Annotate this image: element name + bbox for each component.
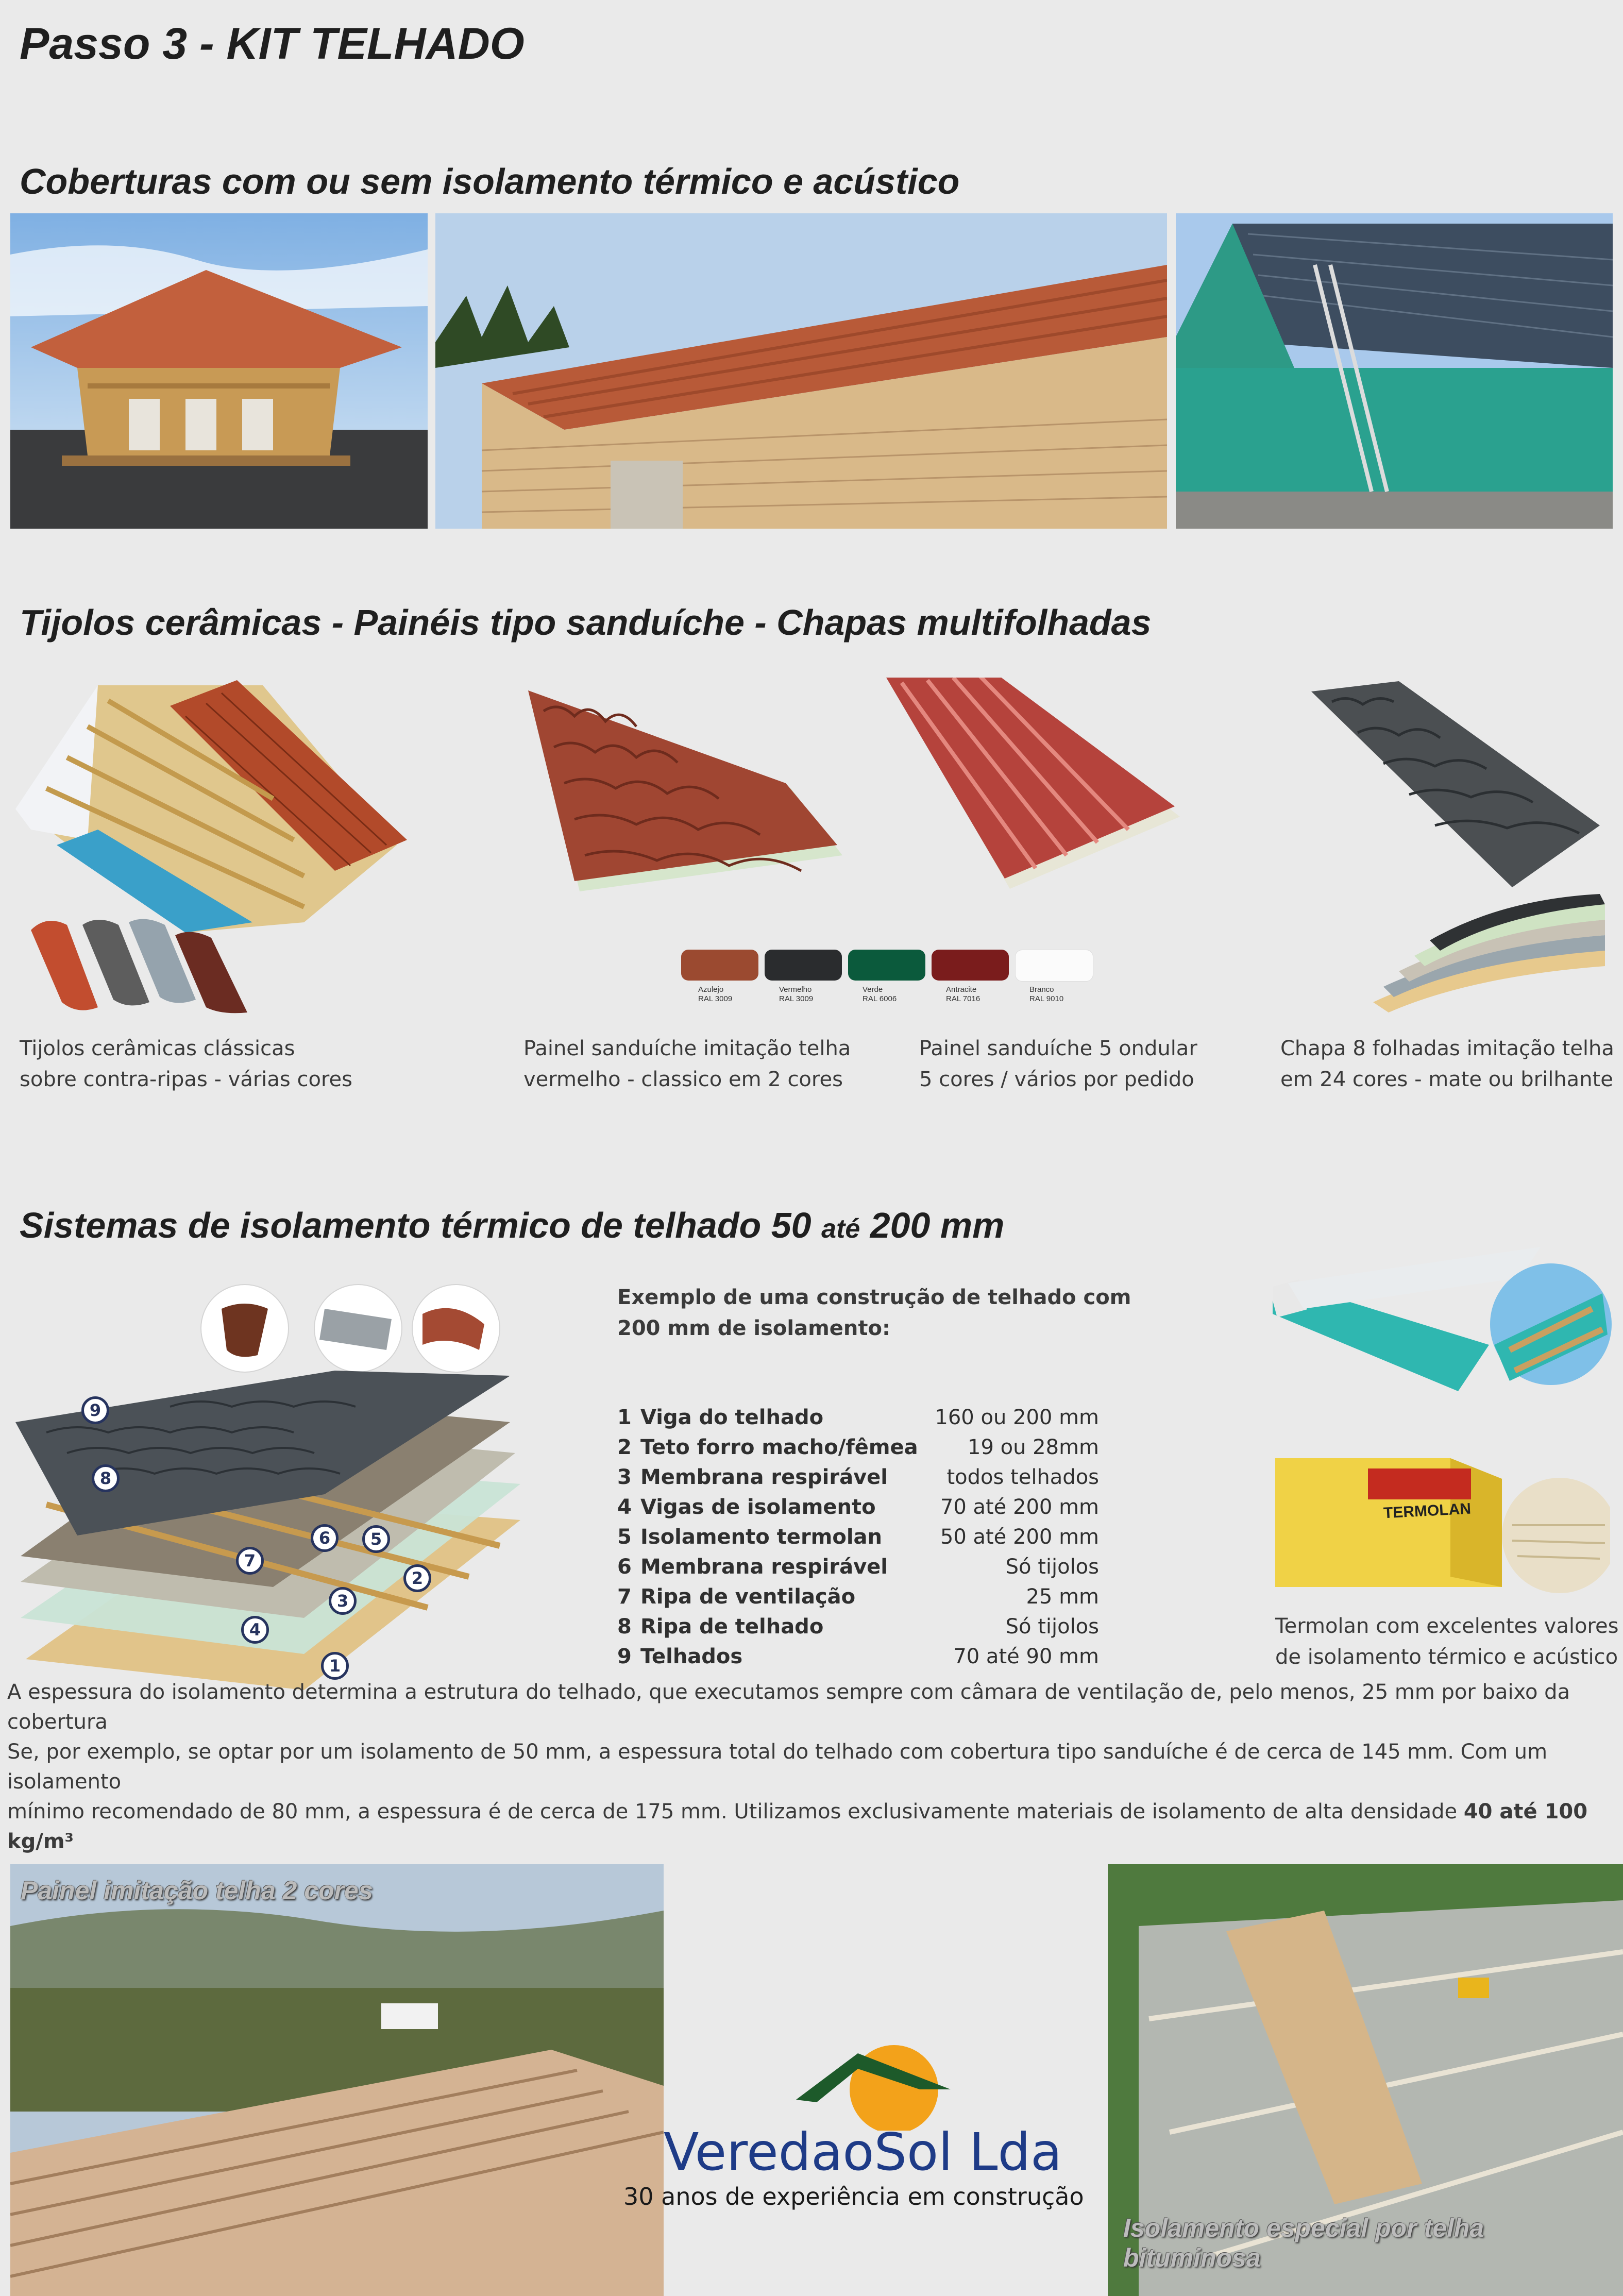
layer-number: 1 xyxy=(617,1406,632,1429)
illustration-breathable-membrane xyxy=(1273,1247,1613,1402)
insulation-paragraph: A espessura do isolamento determina a estrutura do telhado, que executamos sempre com câmara de ventilação de, pelo menos, 25 mm por baixo da cobertura Se, por exemplo, se optar por um isolamento de 50 mm, a espessura total do telhado com cobertura tipo sanduíche é de cerca de 145 mm. Com um isolamento mínimo recomendado de 80 mm, a espessura é de cerca de 175 mm. Utilizamos exclusivamente materiais de isolamento de alta densidade 40 até 100 kg/m³ xyxy=(7,1680,1588,1853)
termolan-product-label: TERMOLAN xyxy=(1383,1500,1472,1522)
layer-spec-row xyxy=(617,1612,1099,1642)
illustration-sandwich-tile-panel xyxy=(523,685,858,902)
illustration-multilayer-sheet xyxy=(1311,681,1605,887)
layer-name: Viga do telhado xyxy=(640,1406,824,1429)
layer-name: Ripa de telhado xyxy=(640,1615,824,1639)
layer-value: Só tijolos xyxy=(1005,1555,1099,1579)
caption-sandwich-5-wave: Painel sanduíche 5 ondular 5 cores / vários por pedido xyxy=(919,1037,1197,1091)
layer-number: 3 xyxy=(617,1465,632,1489)
layer-spec-row xyxy=(617,1522,1099,1552)
layer-value: 160 ou 200 mm xyxy=(935,1406,1099,1429)
photo-green-membrane-house xyxy=(1176,213,1613,529)
marker-layer-5: 5 xyxy=(362,1525,390,1553)
caption-sandwich-tile-panel: Painel sanduíche imitação telha vermelho - classico em 2 cores xyxy=(523,1037,851,1091)
example-intro: Exemplo de uma construção de telhado com 200 mm de isolamento: xyxy=(617,1286,1131,1340)
caption-multilayer-sheet: Chapa 8 folhadas imitação telha em 24 cores - mate ou brilhante xyxy=(1280,1037,1614,1091)
marker-layer-6: 6 xyxy=(311,1524,339,1552)
marker-layer-1: 1 xyxy=(321,1652,349,1680)
section-heading-materials: Tijolos cerâmicas - Painéis tipo sanduíche - Chapas multifolhadas xyxy=(20,602,1152,643)
right-photo-title: Isolamento especial por telha bituminosa xyxy=(1123,2214,1484,2272)
caption-termolan: Termolan com excelentes valores de isolamento térmico e acústico xyxy=(1275,1614,1619,1669)
layer-spec-row xyxy=(617,1582,1099,1612)
layer-number: 6 xyxy=(617,1555,632,1579)
layer-name: Vigas de isolamento xyxy=(640,1495,876,1519)
illustration-sandwich-5-wave-panel xyxy=(886,678,1185,889)
layer-spec-row xyxy=(617,1462,1099,1492)
layer-value: 70 até 200 mm xyxy=(940,1495,1099,1519)
photo-wooden-house-tile-roof xyxy=(10,213,428,529)
marker-layer-9: 9 xyxy=(81,1396,109,1424)
layer-value: Só tijolos xyxy=(1005,1615,1099,1639)
illustration-multilayer-cross-section xyxy=(1368,894,1610,1012)
layer-name: Teto forro macho/fêmea xyxy=(640,1436,918,1459)
marker-layer-2: 2 xyxy=(403,1564,431,1592)
swatch-azulejo-label: Azulejo RAL 3009 xyxy=(698,985,733,1003)
layer-spec-row xyxy=(617,1642,1099,1672)
section-heading-insulation: Sistemas de isolamento térmico de telhado 50 até 200 mm xyxy=(20,1205,1005,1245)
photo-tile-imitation-panel-roof xyxy=(10,1864,664,2296)
layer-name: Membrana respirável xyxy=(640,1555,888,1579)
marker-layer-4: 4 xyxy=(241,1616,269,1644)
swatch-verde-label: Verde RAL 6006 xyxy=(863,985,897,1003)
illustration-termolan-insulation xyxy=(1275,1448,1610,1602)
layer-value: 25 mm xyxy=(1026,1585,1099,1609)
section-heading-coberturas: Coberturas com ou sem isolamento térmico e acústico xyxy=(20,161,960,201)
layer-spec-row xyxy=(617,1432,1099,1462)
swatch-antracite-label: Antracite RAL 7016 xyxy=(946,985,980,1003)
swatch-branco-label: Branco RAL 9010 xyxy=(1029,985,1064,1003)
layer-value: 19 ou 28mm xyxy=(968,1436,1099,1459)
layer-spec-row xyxy=(617,1403,1099,1432)
layer-number: 9 xyxy=(617,1645,632,1668)
layer-spec-row xyxy=(617,1552,1099,1582)
swatch-verde xyxy=(848,950,925,981)
layer-name: Ripa de ventilação xyxy=(640,1585,856,1609)
marker-layer-7: 7 xyxy=(236,1547,264,1575)
caption-ceramic-tiles: Tijolos cerâmicas clássicas sobre contra-ripas - várias cores xyxy=(20,1037,352,1091)
layer-number: 8 xyxy=(617,1615,632,1639)
layer-name: Telhados xyxy=(640,1645,743,1668)
swatch-antracite xyxy=(932,950,1009,981)
swatch-branco xyxy=(1015,950,1093,982)
swatch-vermelho-label: Vermelho RAL 3009 xyxy=(779,985,814,1003)
layer-spec-table xyxy=(617,1403,1099,1672)
diagram-roof-layers xyxy=(15,1278,531,1690)
left-photo-title: Painel imitação telha 2 cores xyxy=(21,1876,373,1905)
company-logo-mark xyxy=(796,2038,971,2131)
layer-spec-row xyxy=(617,1492,1099,1522)
page-title: Passo 3 - KIT TELHADO xyxy=(20,19,525,69)
layer-name: Membrana respirável xyxy=(640,1465,888,1489)
swatch-vermelho xyxy=(765,950,842,981)
density-highlight: 40 até 100 kg/m³ xyxy=(7,1800,1588,1853)
company-name: VeredaoSol Lda xyxy=(664,2122,1062,2182)
marker-layer-8: 8 xyxy=(92,1464,120,1492)
photo-tile-roof-construction xyxy=(435,213,1167,529)
layer-name: Isolamento termolan xyxy=(640,1525,883,1549)
layer-number: 2 xyxy=(617,1436,632,1459)
swatch-azulejo xyxy=(681,950,758,981)
layer-value: todos telhados xyxy=(946,1465,1099,1489)
illustration-ceramic-roof-cutaway xyxy=(15,675,407,933)
company-tagline: 30 anos de experiência em construção xyxy=(623,2183,1084,2210)
layer-value: 70 até 90 mm xyxy=(953,1645,1099,1668)
illustration-ceramic-tiles-colors xyxy=(26,904,263,1015)
layer-number: 7 xyxy=(617,1585,632,1609)
layer-number: 5 xyxy=(617,1525,632,1549)
layer-value: 50 até 200 mm xyxy=(940,1525,1099,1549)
marker-layer-3: 3 xyxy=(329,1587,357,1615)
layer-number: 4 xyxy=(617,1495,632,1519)
